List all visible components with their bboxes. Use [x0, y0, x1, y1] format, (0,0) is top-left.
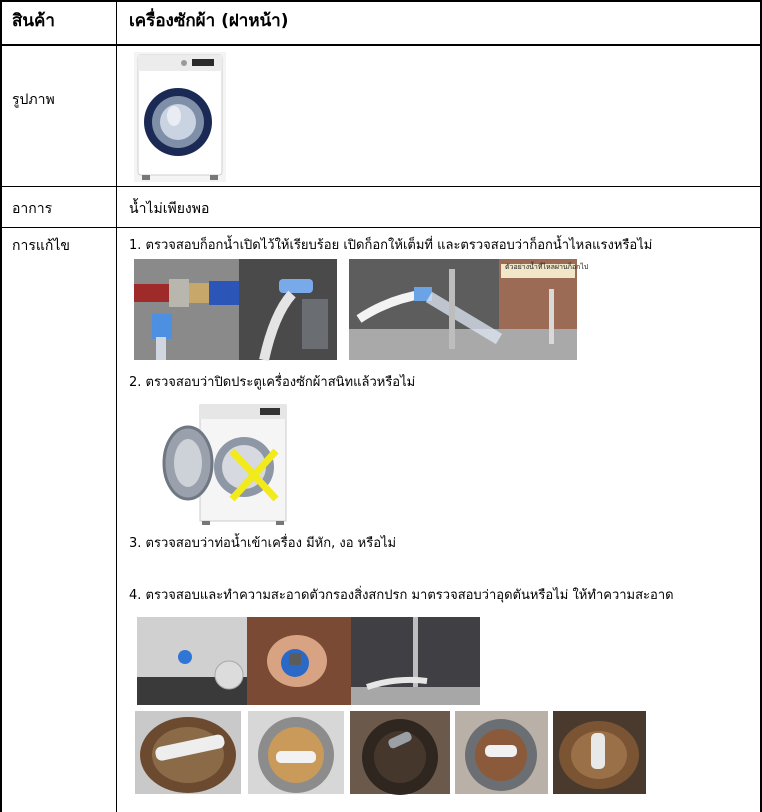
washing-machine-photo [134, 52, 226, 182]
water-flow-sink-photo [349, 259, 589, 360]
dirty-filter-photo-3 [350, 711, 450, 794]
faucet-and-valve-photo [134, 259, 337, 360]
header-divider [0, 44, 762, 46]
step-1-text: 1. ตรวจสอบก็อกน้ำเปิดไว้ให้เรียบร้อย เปิดก็อกให้เต็มที่ และตรวจสอบว่าก็อกน้ำไหลแรงหรือไม่ [129, 238, 653, 253]
dirty-filter-photo-4 [455, 711, 548, 794]
row-divider-image [0, 186, 762, 187]
row-label-symptom: อาการ [12, 201, 53, 217]
table-border-top [0, 0, 762, 2]
dirty-filter-photo-5 [553, 711, 646, 794]
header-label: สินค้า [12, 11, 55, 31]
row-divider-symptom [0, 227, 762, 228]
step-4-text: 4. ตรวจสอบและทำความสะอาดตัวกรองสิ่งสกปรก มาตรวจสอบว่าอุดตันหรือไม่ ให้ทำความสะอาด [129, 588, 674, 603]
filter-removal-photos [137, 617, 480, 705]
column-divider [116, 0, 117, 812]
faucet-photo-caption: ตัวอย่างน้ำที่ไหลผ่านก็อกไป [505, 263, 589, 271]
row-label-solution: การแก้ไข [12, 238, 70, 254]
dirty-filter-photo-1 [135, 711, 241, 794]
header-value: เครื่องซักผ้า (ฝาหน้า) [129, 11, 289, 31]
step-2-text: 2. ตรวจสอบว่าปิดประตูเครื่องซักผ้าสนิทแล้วหรือไม่ [129, 375, 416, 390]
row-label-image: รูปภาพ [12, 92, 55, 108]
open-door-washer-photo [162, 403, 290, 525]
symptom-value: น้ำไม่เพียงพอ [129, 201, 210, 217]
table-border-left [0, 0, 2, 812]
step-3-text: 3. ตรวจสอบว่าท่อน้ำเข้าเครื่อง มีหัก, งอ หรือไม่ [129, 536, 397, 551]
dirty-filter-photo-2 [248, 711, 344, 794]
